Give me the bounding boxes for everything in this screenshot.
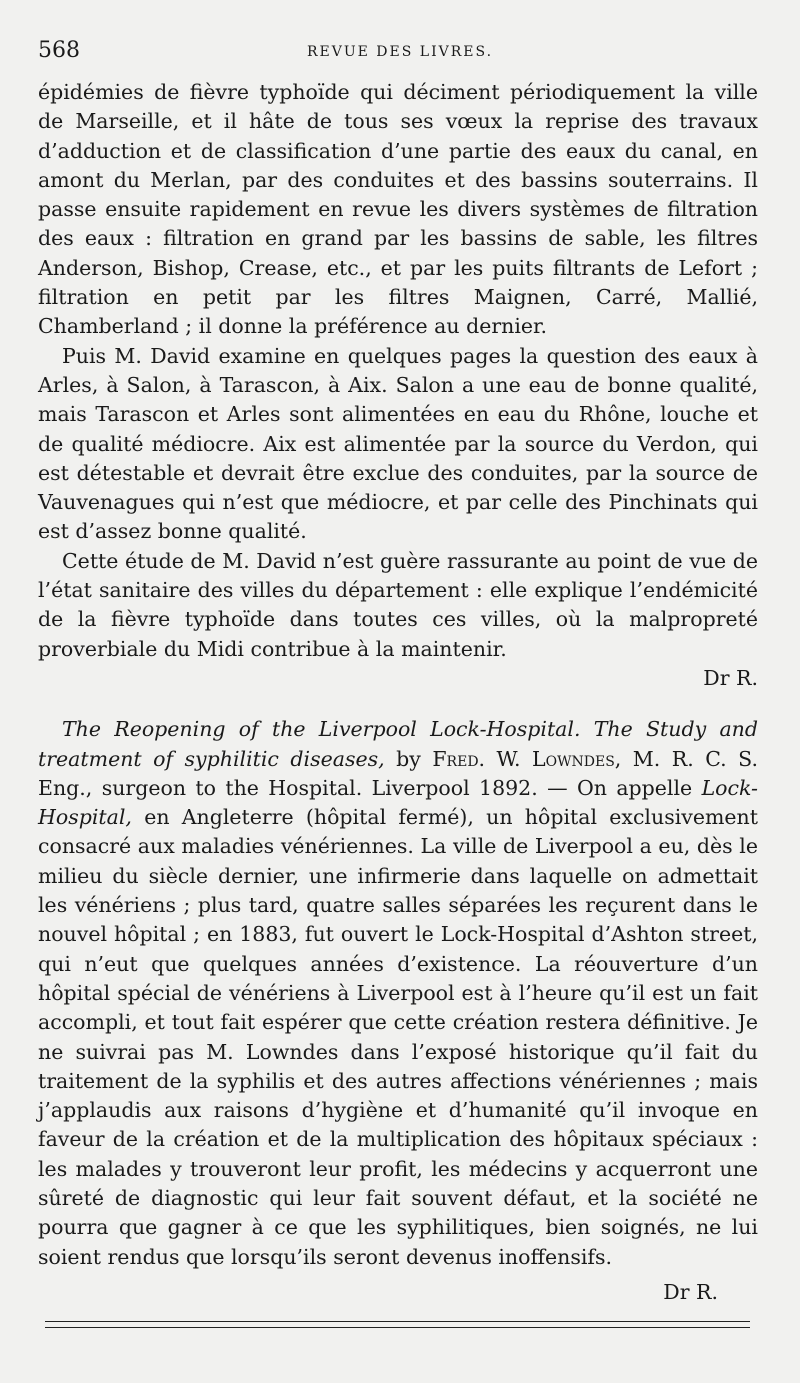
review-body: en Angleterre (hôpital fermé), un hôpital exclusivement consacré aux maladies vénériennes. La ville de Liverpool a eu, dès le milieu du siècle dernier, une infirmerie dans laquelle on admettait les vénériens ; plus tard, quatre salles séparées les reçurent dans le nouvel hôpital ; en 1883, fut ouvert le Lock-Hospital d’Ashton street, qui n’eut que quelques années d’existence. La réouverture d’un hôpital spécial de vénériens à Liverpool est à l’heure qu’il est un fait accompli, et tout fait espérer que cette création restera définitive. Je ne suivrai pas M. Lowndes dans l’exposé historique qu’il fait du traitement de la syphilis et des autres affections vénériennes ; mais j’applaudis aux raisons d’hygiène et d’humanité qu’il invoque en faveur de la création et de la multiplication des hôpitaux spéciaux : les malades y trouveront leur profit, les médecins y acquerront une sûreté de diagnostic qui leur fait souvent défaut, et la société ne pourra que gagner à ce que les syphilitiques, bien soignés, ne lui soient rendus que lorsqu’ils seront devenus inoffensifs. <box>38 805 758 1269</box>
book-credentials: , M. R. C. S. Eng., surgeon to the Hospital. Liverpool 1892. — On appelle <box>38 746 758 800</box>
page-body <box>38 78 758 1307</box>
review-paragraph: Cette étude de M. David n’est guère rassurante au point de vue de l’état sanitaire des villes du département : elle explique l’endémicité de la fièvre typhoïde dans toutes ces villes, où la malpropreté proverbiale du Midi contribue à la maintenir. <box>38 548 758 661</box>
page-header <box>38 38 762 72</box>
page-number: 568 <box>38 38 80 63</box>
footer-rule <box>45 1327 750 1328</box>
running-title: REVUE DES LIVRES. <box>306 44 494 60</box>
italic-term: Lock-Hospital, <box>38 775 758 830</box>
review-signature: Dr R. <box>703 665 758 690</box>
review-liverpool-lock-hospital <box>38 715 758 1307</box>
book-author: Fred. W. Lowndes <box>432 746 615 771</box>
review-paragraph: épidémies de fièvre typhoïde qui déciment périodiquement la ville de Marseille, et il hâte de tous ses vœux la reprise des travaux d’adduction et de classification d’une partie des eaux du canal, en amont du Merlan, par des conduites et des bassins souterrains. Il passe ensuite rapidement en revue les divers systèmes de filtration des eaux : filtration en grand par les bassins de sable, les filtres Anderson, Bishop, Crease, etc., et par les puits filtrants de Lefort ; filtration en petit par les filtres Maignen, Carré, Mallié, Chamberland ; il donne la préférence au dernier. <box>38 80 758 339</box>
review-paragraph: Puis M. David examine en quelques pages la question des eaux à Arles, à Salon, à Tarascon, à Aix. Salon a une eau de bonne qualité, mais Tarascon et Arles sont alimentées en eau du Rhône, louche et de qualité médiocre. Aix est alimentée par la source du Verdon, qui est détestable et devrait être exclue des conduites, par la source de Vauvenagues qui n’est que médiocre, et par celle des Pinchinats qui est d’assez bonne qualité. <box>38 343 758 544</box>
review-signature: Dr R. <box>663 1279 718 1304</box>
book-title: The Reopening of the Liverpool Lock-Hospital. The Study and treatment of syphilitic diseases, <box>38 717 758 771</box>
review-paragraph <box>38 715 758 1272</box>
by-word: by <box>396 746 421 771</box>
review-water-marseille <box>38 78 758 693</box>
footer-rule <box>45 1321 750 1322</box>
